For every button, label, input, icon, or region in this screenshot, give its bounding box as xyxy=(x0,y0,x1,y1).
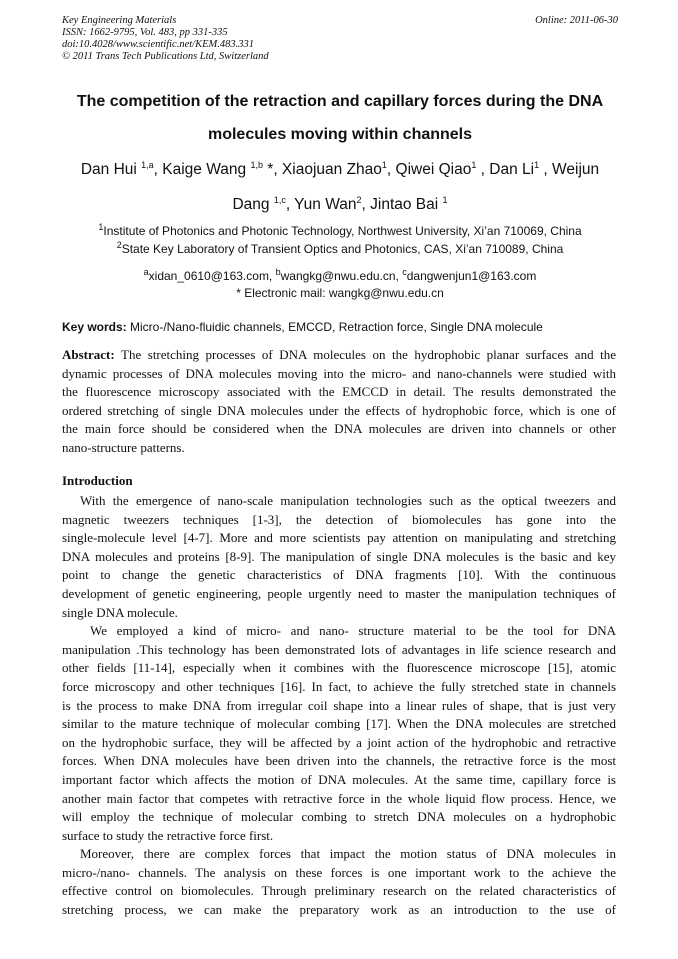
copyright-line: © 2011 Trans Tech Publications Ltd, Switzerland xyxy=(62,51,269,62)
paragraph-line: Moreover, there are complex forces that impact the motion status of DNA molecules in xyxy=(80,846,616,862)
paragraph-line: forces. When DNA molecules have been driven into the channels, the retractive force is the most xyxy=(62,753,616,769)
paragraph-line: another main factor that competes with retractive force in the whole liquid flow process. Hence, we xyxy=(62,790,616,806)
paragraph-line: other fields [11-14], especially when it combines with the fluorescence microscope [15], atomic xyxy=(62,660,616,676)
abstract-line: nano-structure patterns. xyxy=(62,439,185,455)
paper-title-line-1: The competition of the retraction and capillary forces during the DNA xyxy=(76,93,604,110)
affiliation-2: $^2$State Key Laboratory of Transient Optics and Photonics, CAS, Xi’an 710089, China xyxy=(116,240,564,256)
paragraph-line: on the hydrophobic surface, they will be affected by a joint action of the hydrophobic and retractive xyxy=(62,734,616,750)
paper-title-line-2: molecules moving within channels xyxy=(207,126,473,143)
affiliation-1: $^1$Institute of Photonics and Photonic Technology, Northwest University, Xi’an 710069, China xyxy=(98,222,582,238)
paragraph-line: micro-/nano- channels. The analysis on these forces is one important work to the achieve the xyxy=(62,864,616,880)
paragraph-line: important factor which affects the motion of DNA molecules. At the same time, capillary force is xyxy=(62,771,616,787)
doi-line: doi:10.4028/www.scientific.net/KEM.483.331 xyxy=(62,39,254,50)
abstract-line: the fluorescence microscopy associated with the EMCCD in detail. The results demonstrated the xyxy=(62,384,616,400)
paragraph-line: will employ the technique of molecular combing to stretch DNA molecules on a hydrophobic xyxy=(62,809,616,825)
issn-line: ISSN: 1662-9795, Vol. 483, pp 331-335 xyxy=(62,27,228,38)
paragraph-line: We employed a kind of micro- and nano- structure material to be the tool for DNA xyxy=(90,623,616,639)
section-heading-introduction: Introduction xyxy=(62,473,133,488)
author-emails: $^a$xidan_0610@163.com, $^b$wangkg@nwu.edu.cn, $^c$dangwenjun1@163.com xyxy=(143,267,537,283)
paragraph-line: stretching process, we can make the preparatory work as an introduction to the use of xyxy=(62,902,616,918)
paragraph-line: development of genetic engineering, people urgently need to master the manipulation techniques of xyxy=(62,585,616,601)
paragraph-line: surface to study the retractive force first. xyxy=(62,827,274,843)
introduction-body xyxy=(62,492,616,920)
abstract-line: ordered stretching of single DNA molecules under the effects of hydrophobic force, which is one of xyxy=(62,402,616,418)
paragraph-line: similar to the mature technique of molecular combing [17]. When the DNA molecules are stretched xyxy=(62,716,616,732)
paragraph-line: manipulation .This technology has been demonstrated lots of advantages in life science research and xyxy=(62,641,616,657)
paragraph-line: DNA molecules and proteins [8-9]. The manipulation of single DNA molecules is the basic and key xyxy=(62,548,616,564)
abstract-line: dynamic processes of DNA molecules moving into the micro- and nano-channels were studied with xyxy=(62,365,616,381)
paragraph-line: effective control on biomolecules. Through preliminary research on the related characteristics of xyxy=(62,883,616,899)
paragraph-line: single DNA molecule. xyxy=(62,604,178,620)
keywords-line: Key words: Micro-/Nano-fluidic channels, EMCCD, Retraction force, Single DNA molecule xyxy=(62,320,543,334)
paragraph-line: With the emergence of nano-scale manipulation technologies such as the optical tweezers and xyxy=(80,493,616,508)
paragraph-line: magnetic tweezers techniques [1-3], the detection of biomolecules has gone into the xyxy=(62,511,616,527)
paragraph-line: single-molecule level [4-7]. More and more scientists pay attention on manipulating and stretching xyxy=(62,530,616,546)
corresponding-email: * Electronic mail: wangkg@nwu.edu.cn xyxy=(236,286,444,300)
abstract-line: the main force should be considered when the DNA molecules are driven into channels or other xyxy=(62,421,616,437)
author-list-line-2: Dang $^{1,c}$, Yun Wan$^2$, Jintao Bai $^1$ xyxy=(232,194,448,213)
abstract xyxy=(62,346,616,458)
journal-header xyxy=(62,15,618,63)
abstract-line: Abstract: The stretching processes of DNA molecules on the hydrophobic planar surfaces and the xyxy=(62,347,616,362)
paragraph-line: force microscopy and other techniques [16]. In fact, to achieve the fully stretched state in channels xyxy=(62,678,616,694)
journal-name: Key Engineering Materials xyxy=(62,15,177,26)
online-date: Online: 2011-06-30 xyxy=(535,15,618,26)
author-list-line-1: Dan Hui $^{1,a}$, Kaige Wang $^{1,b}$ *, Xiaojuan Zhao$^1$, Qiwei Qiao$^1$ , Dan Li$^1$ , Weijun xyxy=(80,159,600,178)
paragraph-line: is the process to make DNA from irregular coil shape into a linear rules of shape, that is just very xyxy=(62,697,616,713)
paragraph-line: point to change the genetic characteristics of DNA fragments [10]. With the continuous xyxy=(62,567,616,583)
